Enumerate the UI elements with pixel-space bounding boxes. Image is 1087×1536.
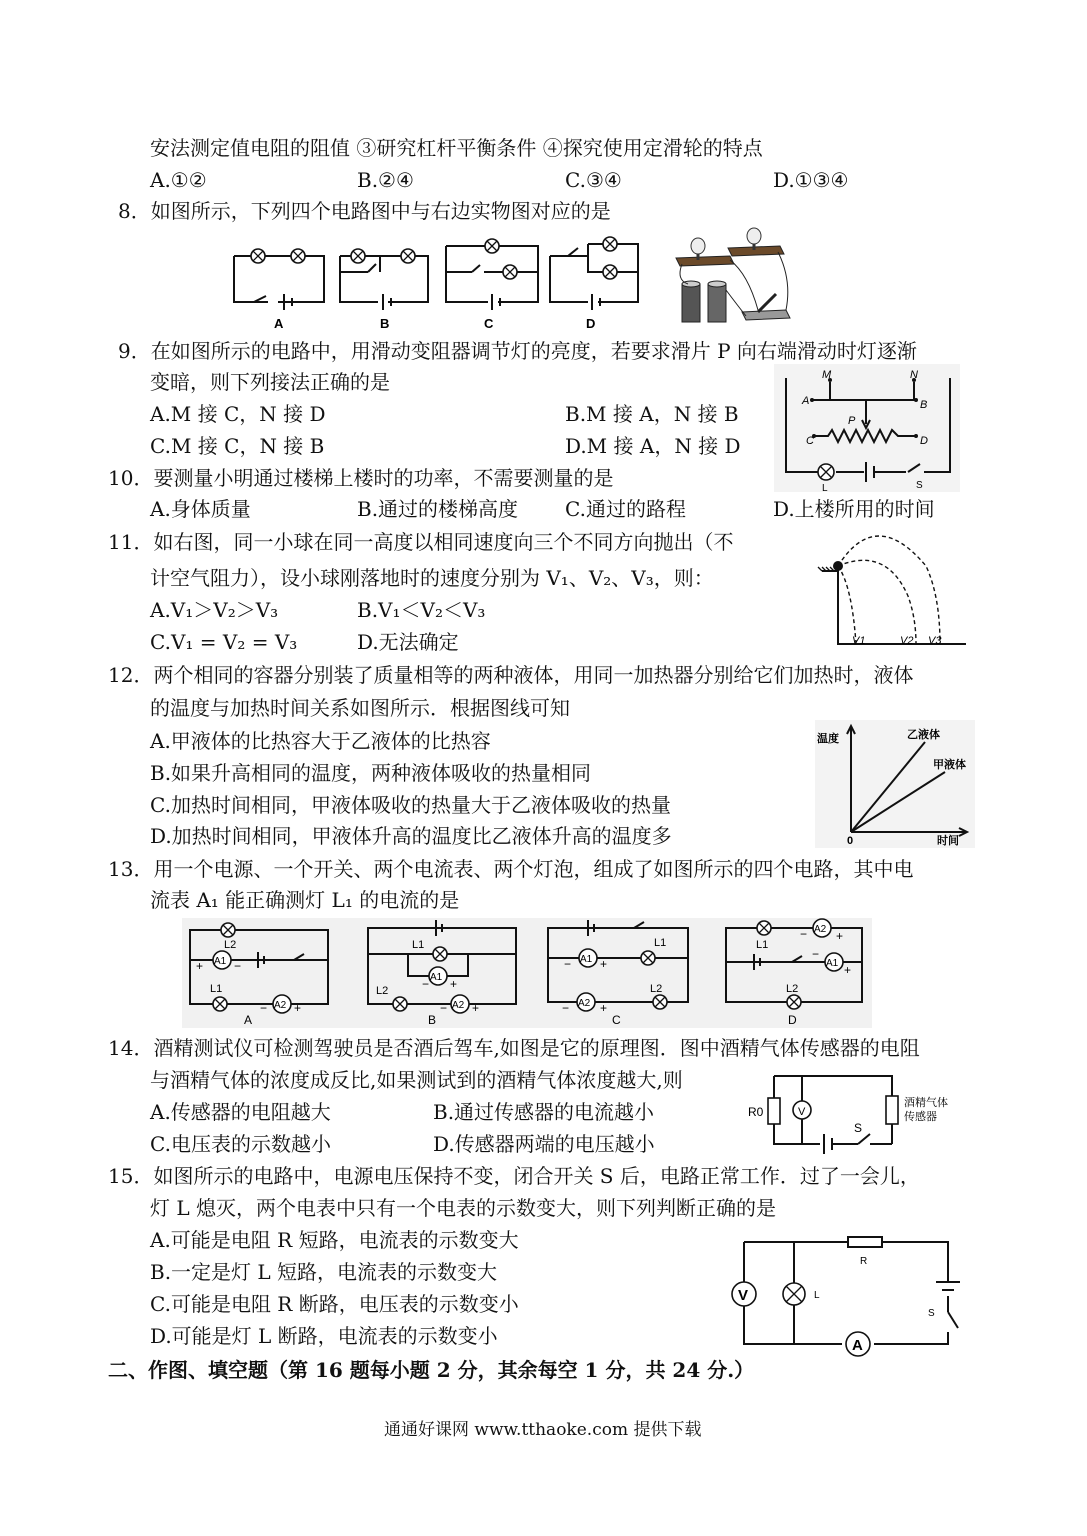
- q9-option-d: D.M 接 A，N 接 D: [565, 434, 741, 458]
- q11-label-v1: V1: [852, 635, 866, 647]
- q13-a-l2: L2: [224, 939, 237, 951]
- q13-d-minus1: −: [812, 947, 820, 961]
- q9-option-b: B.M 接 A，N 接 B: [565, 402, 739, 426]
- q10-option-a: A.身体质量: [150, 497, 251, 521]
- q10-stem: 10．要测量小明通过楼梯上楼时的功率，不需要测量的是: [108, 466, 614, 490]
- q13-d-ammeter1: A1: [826, 958, 839, 969]
- q14-stem-line2: 与酒精气体的浓度成反比,如果测试到的酒精气体浓度越大,则: [150, 1068, 683, 1092]
- q14-sensor-label2: 传感器: [904, 1111, 937, 1123]
- q13-d-l1: L1: [756, 939, 769, 951]
- q12-line-jia: 甲液体: [933, 759, 966, 771]
- q13-b-l1: L1: [412, 939, 425, 951]
- q15-lamp-l: L: [814, 1290, 820, 1301]
- q14-option-c: C.电压表的示数越小: [150, 1132, 331, 1156]
- q14-alcohol-tester-circuit: [746, 1068, 976, 1158]
- q13-c-plus1: +: [600, 957, 608, 971]
- q14-switch-s: S: [854, 1121, 863, 1135]
- q13-stem-line1: 13．用一个电源、一个开关、两个电流表、两个灯泡，组成了如图所示的四个电路，其中电: [108, 857, 914, 881]
- q15-resistor-r: R: [860, 1256, 868, 1267]
- q13-d-plus1: +: [844, 963, 852, 977]
- q9-option-c: C.M 接 C，N 接 B: [150, 434, 325, 458]
- q12-stem-line2: 的温度与加热时间关系如图所示．根据图线可知: [150, 696, 570, 720]
- q13-label-b: B: [428, 1013, 437, 1027]
- q13-c-minus1: −: [564, 957, 572, 971]
- q8-label-c: C: [484, 316, 494, 331]
- q9-terminal-a: A: [802, 395, 810, 407]
- q8-circuit-d: [550, 237, 638, 331]
- q10-option-c: C.通过的路程: [565, 497, 686, 521]
- q13-a-plus1: +: [196, 959, 204, 973]
- q13-b-ammeter2: A2: [452, 1000, 465, 1011]
- q13-a-minus1: −: [234, 959, 242, 973]
- q11-option-d: D.无法确定: [357, 630, 459, 654]
- q9-terminal-d: D: [920, 435, 928, 447]
- q14-option-d: D.传感器两端的电压越小: [433, 1132, 655, 1156]
- q11-stem-line2: 计空气阻力），设小球刚落地时的速度分别为 V₁、V₂、V₃，则：: [150, 566, 714, 590]
- q13-b-minus1: −: [422, 977, 430, 991]
- q13-b-l2: L2: [376, 985, 389, 997]
- q13-b-plus2: +: [472, 1001, 480, 1015]
- q9-lamp-l: L: [822, 483, 828, 494]
- q9-slider-p: P: [848, 415, 856, 427]
- q15-stem-line2: 灯 L 熄灭，两个电表中只有一个电表的示数变大，则下列判断正确的是: [150, 1196, 776, 1220]
- q12-option-c: C.加热时间相同，甲液体吸收的热量大于乙液体吸收的热量: [150, 793, 671, 817]
- q8-label-d: D: [586, 316, 596, 331]
- q12-temperature-graph: [815, 720, 975, 848]
- q13-d-l2: L2: [786, 983, 799, 995]
- q13-b-ammeter1: A1: [430, 972, 443, 983]
- q7-option-c: C.③④: [565, 168, 622, 192]
- q11-label-v3: V3: [928, 635, 942, 647]
- q9-switch-s: S: [916, 480, 923, 491]
- q7-option-d: D.①③④: [773, 168, 849, 192]
- q7-continuation: 安法测定值电阻的阻值 ③研究杠杆平衡条件 ④探究使用定滑轮的特点: [150, 136, 763, 160]
- q13-a-minus2: −: [260, 1001, 268, 1015]
- q12-option-b: B.如果升高相同的温度，两种液体吸收的热量相同: [150, 761, 592, 785]
- q9-terminal-c: C: [806, 435, 814, 447]
- q13-a-ammeter2: A2: [274, 1000, 287, 1011]
- q15-circuit-diagram: [728, 1232, 966, 1362]
- q13-c-ammeter2: A2: [578, 998, 591, 1009]
- q8-circuit-a: [234, 249, 324, 331]
- q12-option-a: A.甲液体的比热容大于乙液体的比热容: [150, 729, 491, 753]
- q13-c-l2: L2: [650, 983, 663, 995]
- q10-option-b: B.通过的楼梯高度: [357, 497, 519, 521]
- q9-terminal-m: M: [822, 369, 832, 381]
- q13-c-minus2: −: [562, 1001, 570, 1015]
- q9-option-a: A.M 接 C，N 接 D: [150, 402, 326, 426]
- q9-rheostat-circuit: [774, 364, 960, 492]
- q8-label-a: A: [274, 316, 284, 331]
- q13-a-l1: L1: [210, 983, 223, 995]
- page-footer: 通通好课网 www.tthaoke.com 提供下载: [384, 1420, 702, 1440]
- q13-b-plus1: +: [450, 977, 458, 991]
- q7-option-b: B.②④: [357, 168, 414, 192]
- q11-option-b: B.V₁＜V₂＜V₃: [357, 598, 486, 622]
- q8-circuit-c: [446, 239, 538, 331]
- q9-terminal-b: B: [920, 399, 928, 411]
- q15-option-c: C.可能是电阻 R 断路，电压表的示数变小: [150, 1292, 519, 1316]
- q15-ammeter-a: A: [852, 1337, 863, 1354]
- q14-option-a: A.传感器的电阻越大: [150, 1100, 331, 1124]
- q8-circuit-diagrams: [228, 238, 658, 333]
- q12-axis-x-label: 时间: [937, 835, 959, 847]
- q11-projectile-diagram: [816, 526, 976, 651]
- q15-option-a: A.可能是电阻 R 短路，电流表的示数变大: [150, 1228, 519, 1252]
- q14-voltmeter-v: V: [798, 1106, 806, 1118]
- q12-option-d: D.加热时间相同，甲液体升高的温度比乙液体升高的温度多: [150, 824, 672, 848]
- q15-option-b: B.一定是灯 L 短路，电流表的示数变大: [150, 1260, 498, 1284]
- q13-stem-line2: 流表 A₁ 能正确测灯 L₁ 的电流的是: [150, 888, 460, 912]
- q13-circuit-diagrams: [182, 918, 872, 1028]
- q15-voltmeter-v: V: [738, 1287, 749, 1304]
- q12-stem-line1: 12．两个相同的容器分别装了质量相等的两种液体，用同一加热器分别给它们加热时，液体: [108, 663, 914, 687]
- q12-axis-y-label: 温度: [817, 733, 839, 745]
- q13-a-ammeter1: A1: [214, 956, 227, 967]
- q14-label-r0: R0: [748, 1105, 764, 1119]
- q13-c-ammeter1: A1: [580, 954, 593, 965]
- q14-sensor-label1: 酒精气体: [904, 1097, 948, 1109]
- q13-c-plus2: +: [600, 1001, 608, 1015]
- q13-label-c: C: [612, 1013, 621, 1027]
- q13-a-plus2: +: [294, 1001, 302, 1015]
- q13-d-ammeter2: A2: [814, 924, 827, 935]
- q8-stem: 8．如图所示，下列四个电路图中与右边实物图对应的是: [118, 199, 611, 223]
- q13-d-plus2: +: [836, 929, 844, 943]
- q9-stem-line1: 9．在如图所示的电路中，用滑动变阻器调节灯的亮度，若要求滑片 P 向右端滑动时灯逐渐: [118, 339, 917, 363]
- section2-heading: 二、作图、填空题（第 16 题每小题 2 分，其余每空 1 分，共 24 分.）: [108, 1358, 755, 1382]
- q11-label-v2: V2: [900, 635, 914, 647]
- q9-stem-line2: 变暗，则下列接法正确的是: [150, 370, 390, 394]
- q13-b-minus2: −: [440, 1001, 448, 1015]
- q8-circuit-b: [340, 249, 428, 331]
- q11-stem-line1: 11．如右图，同一小球在同一高度以相同速度向三个不同方向抛出（不: [108, 530, 734, 554]
- q13-d-minus2: −: [800, 927, 808, 941]
- q14-option-b: B.通过传感器的电流越小: [433, 1100, 655, 1124]
- q13-label-a: A: [244, 1013, 253, 1027]
- q15-switch-s: S: [928, 1308, 935, 1319]
- q15-option-d: D.可能是灯 L 断路，电流表的示数变小: [150, 1324, 498, 1348]
- q8-label-b: B: [380, 316, 390, 331]
- q8-physical-circuit-photo: [668, 230, 798, 330]
- q12-origin: 0: [847, 835, 854, 847]
- q11-option-c: C.V₁ = V₂ = V₃: [150, 630, 298, 654]
- q10-option-d: D.上楼所用的时间: [773, 497, 935, 521]
- q13-label-d: D: [788, 1013, 797, 1027]
- q7-option-a: A.①②: [150, 168, 207, 192]
- q12-line-yi: 乙液体: [907, 729, 940, 741]
- q9-terminal-n: N: [910, 369, 918, 381]
- q11-option-a: A.V₁＞V₂＞V₃: [150, 598, 279, 622]
- q13-c-l1: L1: [654, 937, 667, 949]
- q15-stem-line1: 15．如图所示的电路中，电源电压保持不变，闭合开关 S 后，电路正常工作．过了一会儿，: [108, 1164, 920, 1188]
- q14-stem-line1: 14．酒精测试仪可检测驾驶员是否酒后驾车,如图是它的原理图．图中酒精气体传感器的电阻: [108, 1036, 920, 1060]
